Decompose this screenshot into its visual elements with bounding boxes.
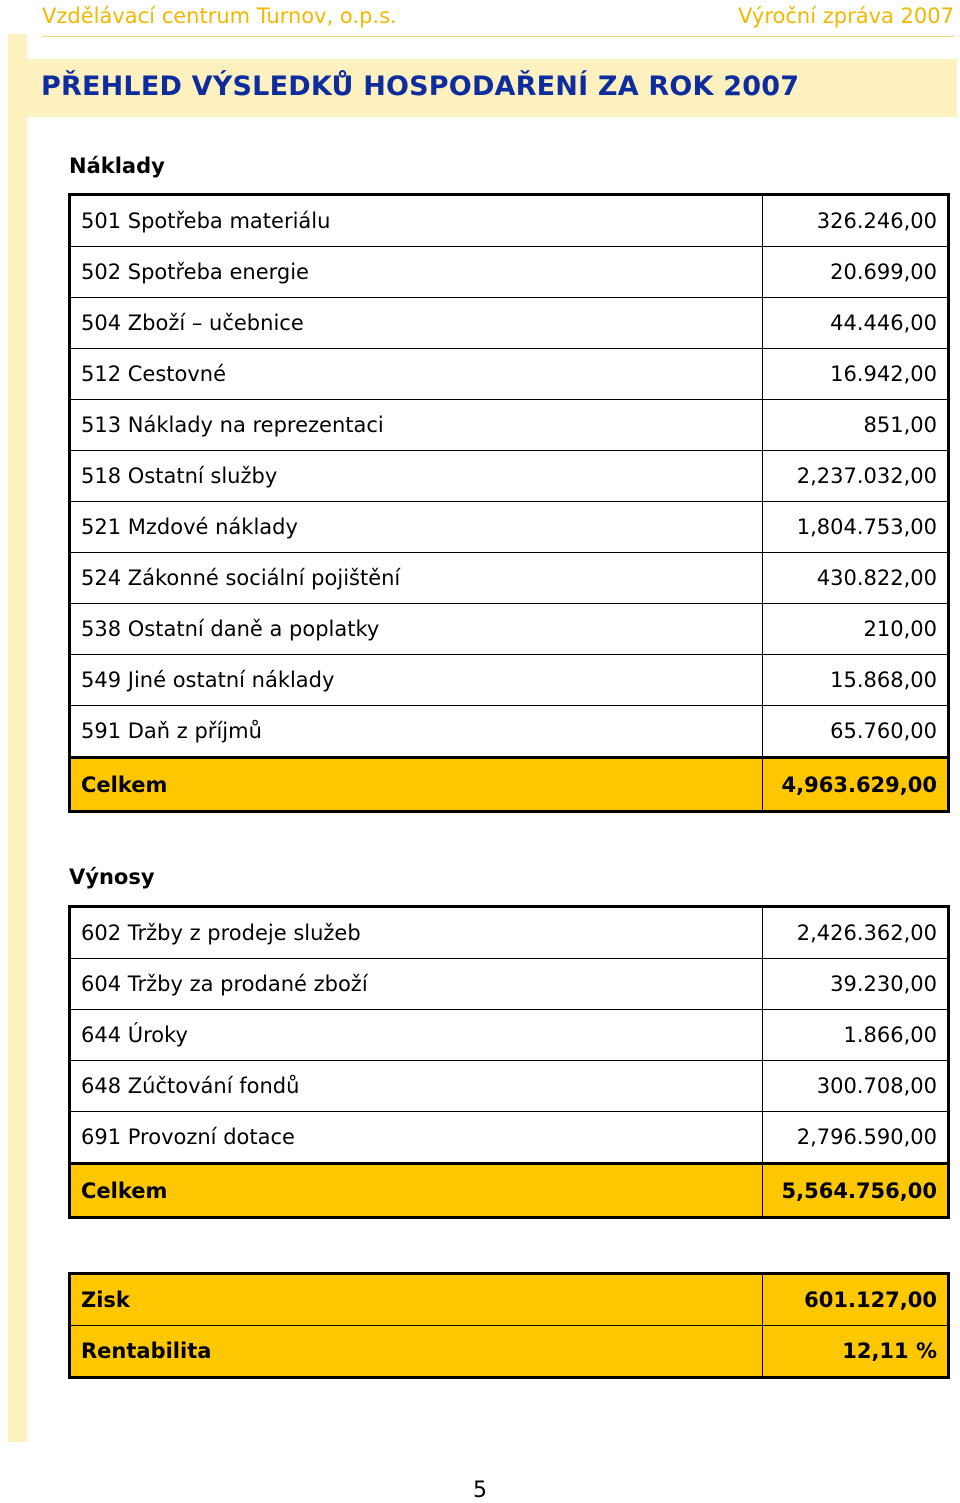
profit-row [70, 1274, 949, 1326]
revenue-amount: 2,426.362,00 [763, 907, 949, 959]
cost-amount: 326.246,00 [763, 195, 949, 247]
table-row [70, 1010, 949, 1061]
page-header [42, 0, 954, 37]
table-row [70, 195, 949, 247]
cost-amount: 2,237.032,00 [763, 451, 949, 502]
profitability-row [70, 1326, 949, 1378]
revenue-item: 602 Tržby z prodeje služeb [70, 907, 763, 959]
revenue-item: 604 Tržby za prodané zboží [70, 959, 763, 1010]
table-row [70, 298, 949, 349]
costs-table [68, 193, 950, 813]
profit-label: Zisk [70, 1274, 763, 1326]
cost-item: 513 Náklady na reprezentaci [70, 400, 763, 451]
table-row [70, 1061, 949, 1112]
cost-item: 502 Spotřeba energie [70, 247, 763, 298]
revenue-amount: 300.708,00 [763, 1061, 949, 1112]
cost-amount: 15.868,00 [763, 655, 949, 706]
revenue-item: 644 Úroky [70, 1010, 763, 1061]
table-row [70, 706, 949, 758]
revenue-amount: 39.230,00 [763, 959, 949, 1010]
profit-amount: 601.127,00 [763, 1274, 949, 1326]
cost-amount: 430.822,00 [763, 553, 949, 604]
revenues-table [68, 905, 950, 1219]
revenues-heading: Výnosy [69, 865, 155, 889]
cost-amount: 44.446,00 [763, 298, 949, 349]
table-row [70, 553, 949, 604]
cost-item: 591 Daň z příjmů [70, 706, 763, 758]
cost-item: 521 Mzdové náklady [70, 502, 763, 553]
revenues-total-amount: 5,564.756,00 [763, 1164, 949, 1218]
profitability-value: 12,11 % [763, 1326, 949, 1378]
table-row [70, 349, 949, 400]
table-row [70, 655, 949, 706]
cost-amount: 20.699,00 [763, 247, 949, 298]
cost-item: 524 Zákonné sociální pojištění [70, 553, 763, 604]
revenue-amount: 2,796.590,00 [763, 1112, 949, 1164]
cost-amount: 16.942,00 [763, 349, 949, 400]
revenue-amount: 1.866,00 [763, 1010, 949, 1061]
cost-item: 518 Ostatní služby [70, 451, 763, 502]
costs-total-row [70, 758, 949, 812]
organization-name: Vzdělávací centrum Turnov, o.p.s. [42, 4, 397, 28]
revenues-total-row [70, 1164, 949, 1218]
cost-amount: 210,00 [763, 604, 949, 655]
table-row [70, 1112, 949, 1164]
revenues-total-label: Celkem [70, 1164, 763, 1218]
page-title: PŘEHLED VÝSLEDKŮ HOSPODAŘENÍ ZA ROK 2007 [41, 71, 800, 102]
table-row [70, 959, 949, 1010]
cost-item: 538 Ostatní daně a poplatky [70, 604, 763, 655]
costs-heading: Náklady [69, 154, 165, 178]
cost-item: 549 Jiné ostatní náklady [70, 655, 763, 706]
title-banner [27, 59, 957, 117]
table-row [70, 502, 949, 553]
cost-item: 512 Cestovné [70, 349, 763, 400]
page-number: 5 [473, 1478, 487, 1503]
report-name: Výroční zpráva 2007 [738, 4, 954, 28]
cost-amount: 1,804.753,00 [763, 502, 949, 553]
costs-total-amount: 4,963.629,00 [763, 758, 949, 812]
table-row [70, 907, 949, 959]
revenue-item: 648 Zúčtování fondů [70, 1061, 763, 1112]
table-row [70, 400, 949, 451]
revenue-item: 691 Provozní dotace [70, 1112, 763, 1164]
left-accent-bar [8, 34, 27, 1442]
cost-item: 501 Spotřeba materiálu [70, 195, 763, 247]
table-row [70, 451, 949, 502]
table-row [70, 247, 949, 298]
cost-amount: 851,00 [763, 400, 949, 451]
cost-item: 504 Zboží – učebnice [70, 298, 763, 349]
table-row [70, 604, 949, 655]
cost-amount: 65.760,00 [763, 706, 949, 758]
summary-table [68, 1272, 950, 1379]
profitability-label: Rentabilita [70, 1326, 763, 1378]
costs-total-label: Celkem [70, 758, 763, 812]
